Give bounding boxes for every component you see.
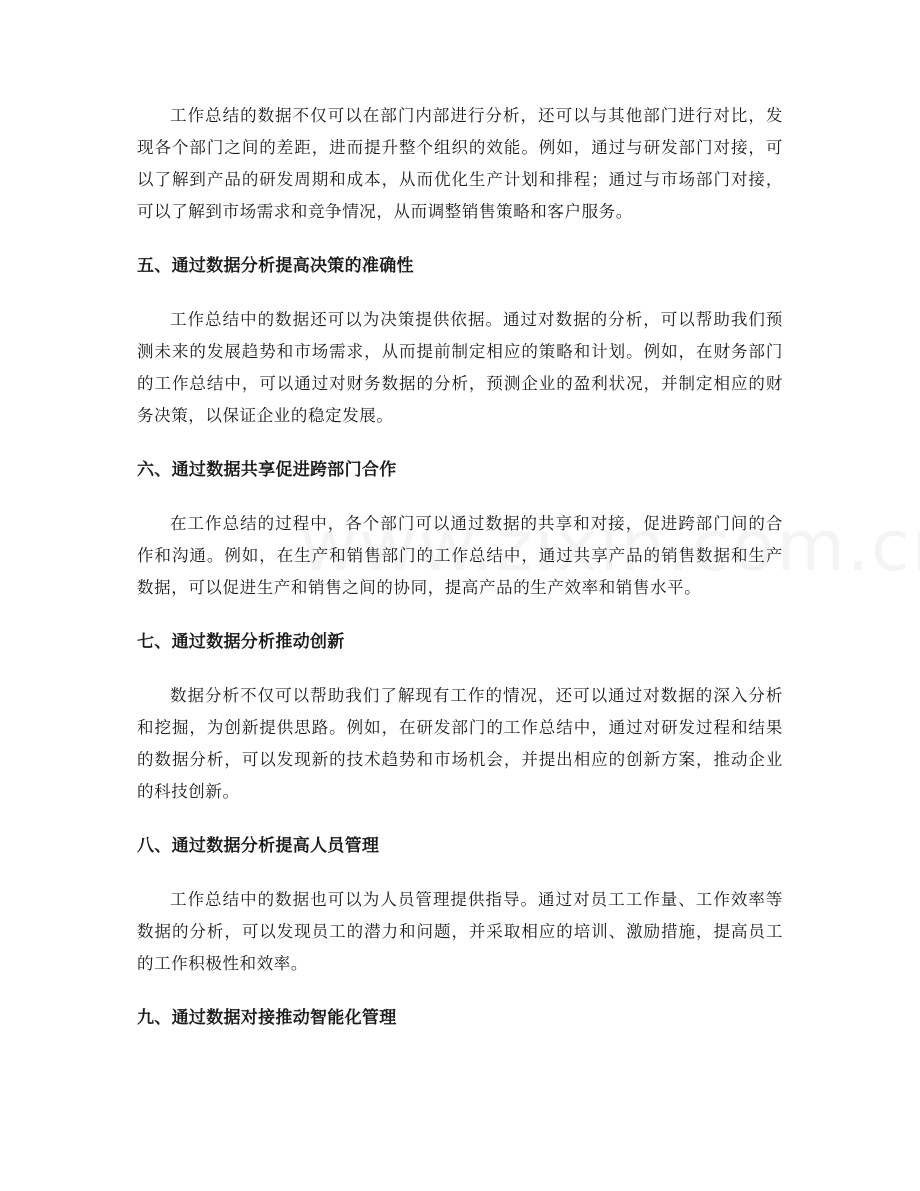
paragraph-section-5: 工作总结中的数据还可以为决策提供依据。通过对数据的分析，可以帮助我们预测未来的发展趋势和市场需求，从而提前制定相应的策略和计划。例如，在财务部门的工作总结中，可以通过对财务数据的分析，预测企业的盈利状况，并制定相应的财务决策，以保证企业的稳定发展。	[137, 310, 783, 425]
heading-section-6: 六、通过数据共享促进跨部门合作	[137, 460, 397, 480]
paragraph-intro: 工作总结的数据不仅可以在部门内部进行分析，还可以与其他部门进行对比，发现各个部门之间的差距，进而提升整个组织的效能。例如，通过与研发部门对接，可以了解到产品的研发周期和成本，从而优化生产计划和排程；通过与市场部门对接，可以了解到市场需求和竞争情况，从而调整销售策略和客户服务。	[137, 106, 783, 221]
paragraph-section-6: 在工作总结的过程中，各个部门可以通过数据的共享和对接，促进跨部门间的合作和沟通。例如，在生产和销售部门的工作总结中，通过共享产品的销售数据和生产数据，可以促进生产和销售之间的协同，提高产品的生产效率和销售水平。	[137, 514, 783, 597]
paragraph-section-8: 工作总结中的数据也可以为人员管理提供指导。通过对员工工作量、工作效率等数据的分析，可以发现员工的潜力和问题，并采取相应的培训、激励措施，提高员工的工作积极性和效率。	[137, 890, 783, 973]
heading-section-7: 七、通过数据分析推动创新	[137, 632, 345, 652]
document-body	[137, 100, 783, 1034]
paragraph-section-7: 数据分析不仅可以帮助我们了解现有工作的情况，还可以通过对数据的深入分析和挖掘，为创新提供思路。例如，在研发部门的工作总结中，通过对研发过程和结果的数据分析，可以发现新的技术趋势和市场机会，并提出相应的创新方案，推动企业的科技创新。	[137, 686, 783, 801]
heading-section-9: 九、通过数据对接推动智能化管理	[137, 1008, 397, 1028]
heading-section-8: 八、通过数据分析提高人员管理	[137, 836, 380, 856]
heading-section-5: 五、通过数据分析提高决策的准确性	[137, 256, 414, 276]
